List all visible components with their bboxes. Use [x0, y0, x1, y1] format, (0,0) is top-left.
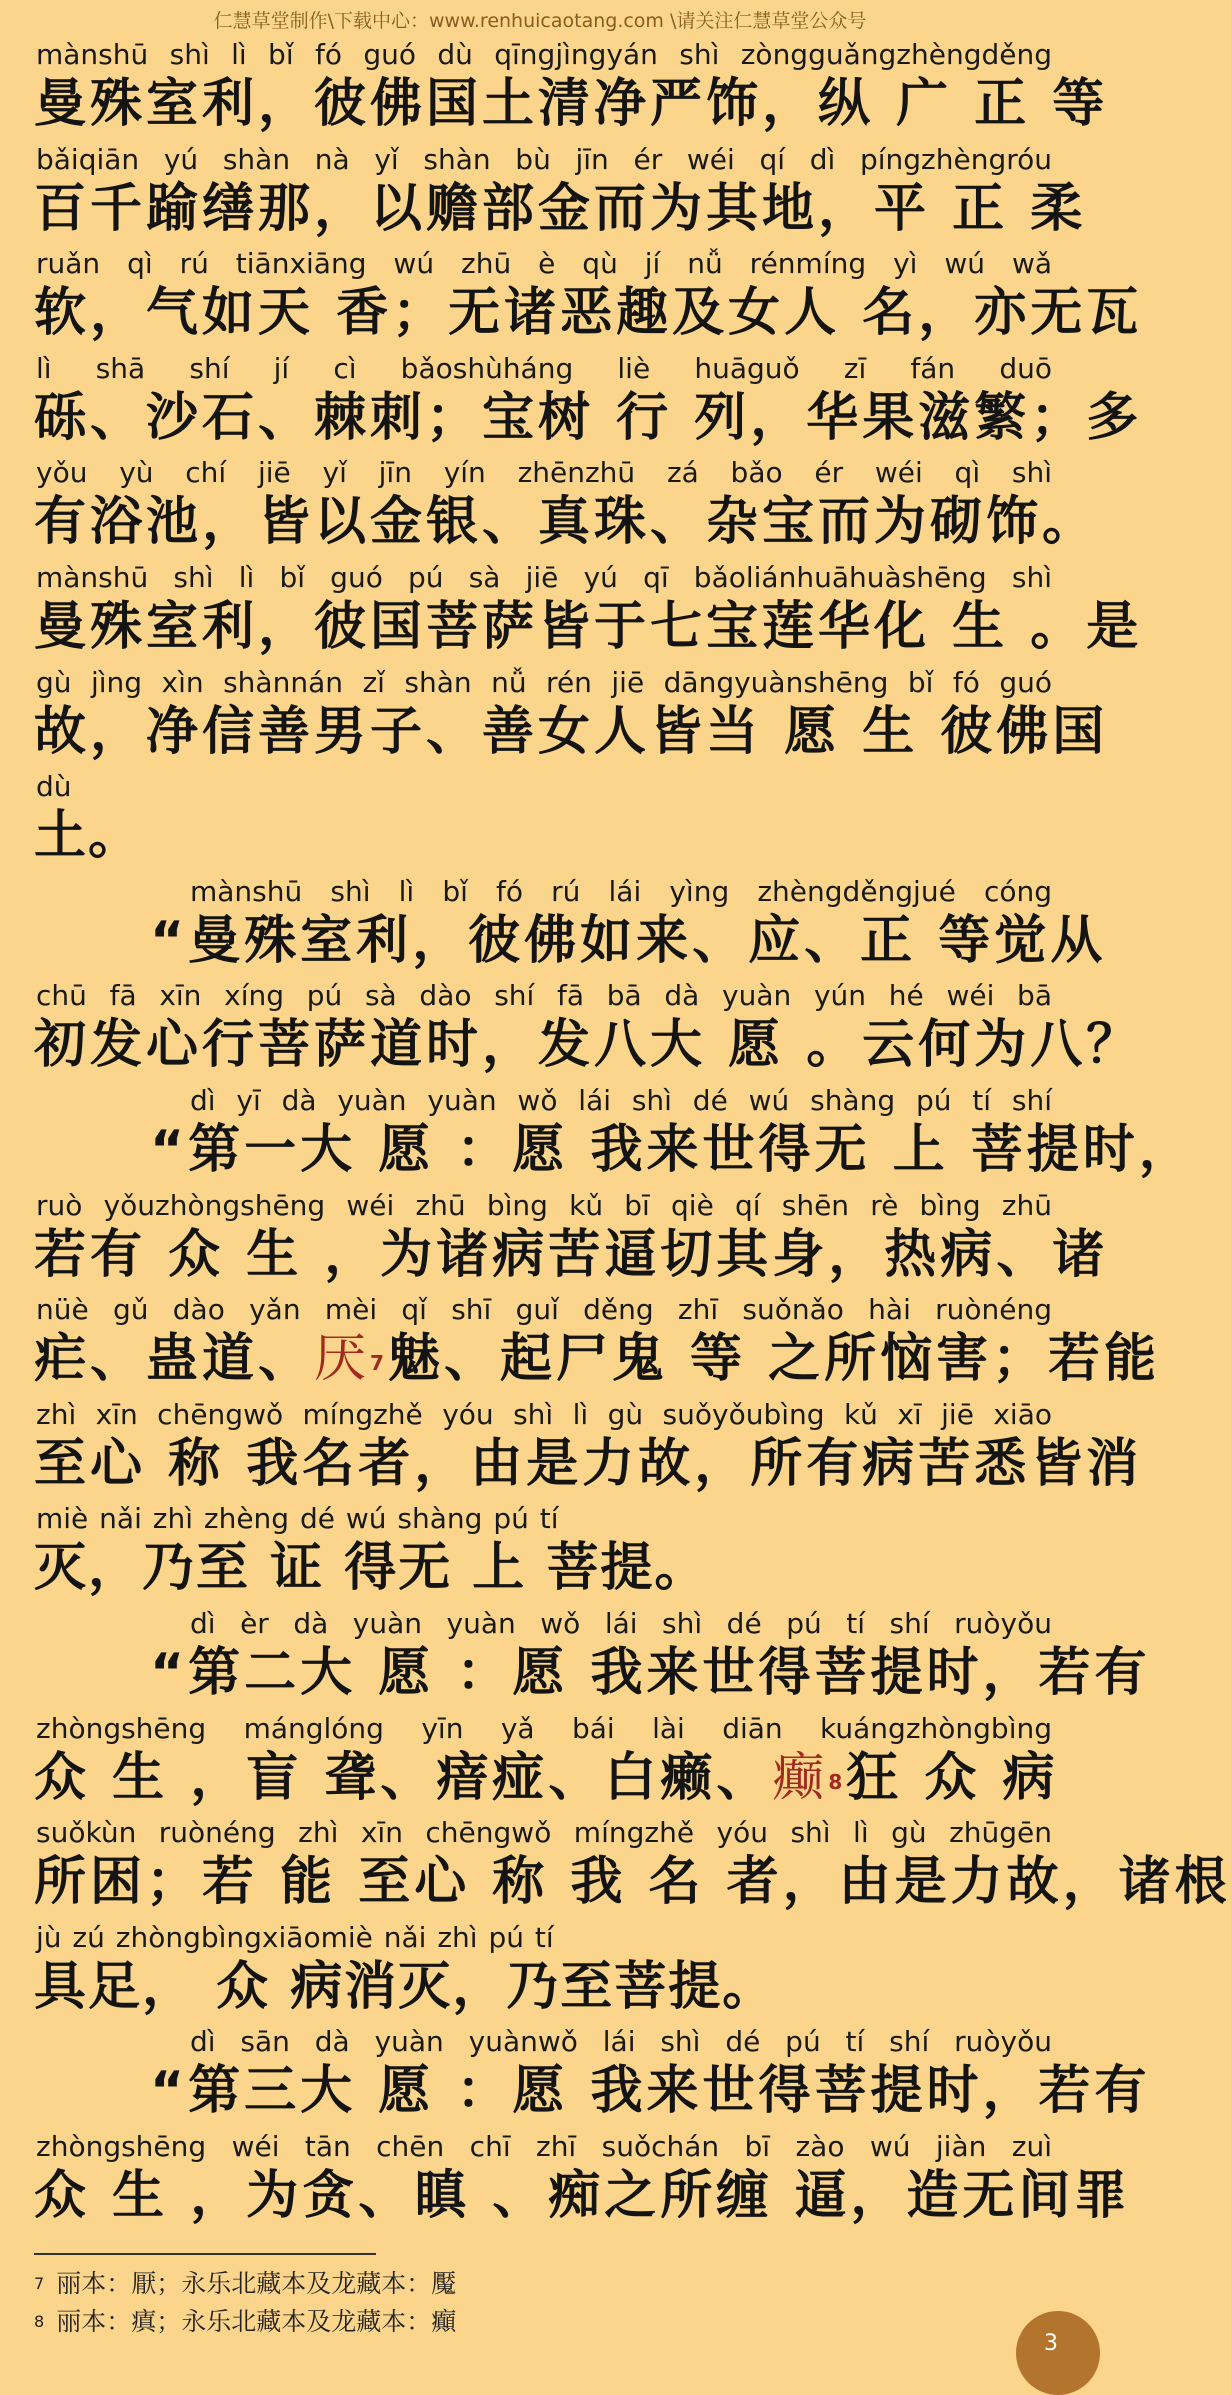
hanzi-line: 具足， 众 病消灭，乃至菩提。: [34, 1956, 777, 2017]
sutra-text: [0, 38, 1231, 2234]
text-line: [0, 351, 1143, 457]
hanzi-line: 故，净信善男子、善女人皆当 愿 生 彼佛国: [34, 701, 1109, 762]
pinyin-line: zhòngshēng mánglóng yīn yǎ bái lài diān kuángzhòngbìng: [36, 1711, 1052, 1745]
footnote-marker[interactable]: 7: [370, 1351, 388, 1376]
pinyin-line: ruǎn qì rú tiānxiāng wú zhū è qù jí nǚ rénmíng yì wú wǎ: [36, 247, 1052, 281]
text-line: [0, 1397, 1143, 1503]
text-line: [0, 1188, 1109, 1294]
text-line: [0, 142, 1087, 248]
page-number: 3: [1044, 2331, 1058, 2356]
pinyin-line: mànshū shì lì bǐ fó guó dù qīngjìngyán shì zòngguǎngzhèngděng: [36, 38, 1052, 71]
hanzi-line: 若有 众 生 ，为诸病苦逼切其身，热病、诸: [34, 1224, 1109, 1285]
text-line: [0, 1816, 1231, 1921]
hanzi-line: 软，气如天 香；无诸恶趣及女人 名，亦无瓦: [34, 283, 1143, 344]
text-line: [0, 1293, 1161, 1398]
pinyin-line: zhòngshēng wéi tān chēn chī zhī suǒchán bī zào wú jiàn zuì: [36, 2129, 1052, 2163]
text-line: [0, 770, 1080, 875]
text-line: [0, 1921, 1080, 2026]
text-line: [0, 247, 1143, 352]
hanzi-line: “第二大 愿 ：愿 我来世得菩提时，若有: [150, 1642, 1151, 1703]
hanzi-line: 曼殊室利，彼国菩萨皆于七宝莲华化 生 。是: [34, 596, 1143, 657]
footnoted-character: 癫: [772, 1747, 829, 1808]
page-header: 仁慧草堂制作\下载中心：www.renhuicaotang.com \请关注仁慧草堂公众号: [213, 10, 867, 32]
hanzi-line: 初发心行菩萨道时，发八大 愿 。云何为八？: [34, 1015, 1143, 1076]
hanzi-line: “第三大 愿 ：愿 我来世得菩提时，若有: [150, 2061, 1151, 2122]
footnote-text: 丽本：厭；永乐北藏本及龙藏本：魘: [56, 2269, 457, 2298]
hanzi-line: 灭，乃至 证 得无 上 菩提。: [34, 1538, 709, 1599]
text-line: [0, 456, 1099, 561]
pinyin-line: dì sān dà yuàn yuànwǒ lái shì dé pú tí shí ruòyǒu: [190, 2025, 1052, 2059]
text-line: [0, 1502, 1080, 1607]
footnote-number: 8: [34, 2312, 45, 2331]
text-line: [0, 1712, 1080, 1817]
hanzi-line: “第一大 愿 ：愿 我来世得无 上 菩提时，: [150, 1119, 1195, 1180]
pinyin-line: chū fā xīn xíng pú sà dào shí fā bā dà yuàn yún hé wéi bā: [36, 979, 1052, 1013]
pinyin-line: bǎiqiān yú shàn nà yǐ shàn bù jīn ér wéi qí dì píngzhèngróu: [36, 142, 1052, 176]
pinyin-line: suǒkùn ruònéng zhì xīn chēngwǒ míngzhě yóu shì lì gù zhūgēn: [36, 1816, 1052, 1850]
hanzi-line: 砾、沙石、棘刺；宝树 行 列，华果滋繁；多: [34, 387, 1143, 448]
pinyin-line: zhì xīn chēngwǒ míngzhě yóu shì lì gù suǒyǒubìng kǔ xī jiē xiāo: [36, 1397, 1052, 1431]
text-line: [0, 1606, 1151, 1712]
hanzi-line: 众 生 ，盲 聋、瘖痖、白癞、癫$^8$狂 众 病: [34, 1747, 1059, 1808]
footnote-marker[interactable]: 8: [828, 1769, 847, 1794]
footnote: [34, 2265, 456, 2303]
pinyin-line: nüè gǔ dào yǎn mèi qǐ shī guǐ děng zhī suǒnǎo hài ruònéng: [36, 1293, 1052, 1327]
pinyin-line: dì èr dà yuàn yuàn wǒ lái shì dé pú tí shí ruòyǒu: [190, 1606, 1052, 1640]
pinyin-line: ruò yǒuzhòngshēng wéi zhū bìng kǔ bī qiè qí shēn rè bìng zhū: [36, 1188, 1052, 1222]
pinyin-line: mànshū shì lì bǐ fó rú lái yìng zhèngděngjué cóng: [190, 874, 1052, 908]
page-number-badge: [1016, 2311, 1100, 2395]
text-line: [0, 979, 1143, 1084]
pinyin-line: mànshū shì lì bǐ guó pú sà jiē yú qī bǎoliánhuāhuàshēng shì: [36, 560, 1052, 594]
text-line: [0, 874, 1107, 980]
pinyin-line: lì shā shí jí cì bǎoshùháng liè huāguǒ zī fán duō: [36, 351, 1052, 385]
text-line: [0, 665, 1109, 771]
footnoted-character: 厌: [314, 1329, 371, 1390]
hanzi-line: 曼殊室利，彼佛国土清净严饰，纵 广 正 等: [34, 74, 1109, 134]
text-line: [0, 1083, 1195, 1189]
text-line: [0, 2025, 1151, 2130]
pinyin-line: gù jìng xìn shànnán zǐ shàn nǚ rén jiē dāngyuànshēng bǐ fó guó: [36, 665, 1052, 699]
footnotes: [34, 2265, 456, 2341]
footnote: [34, 2303, 456, 2341]
pinyin-line: miè nǎi zhì zhèng dé wú shàng pú tí: [36, 1502, 559, 1536]
hanzi-line: 有浴池，皆以金银、真珠、杂宝而为砌饰。: [34, 492, 1099, 553]
hanzi-line: 疟、蛊道、厌$^7$魅、起尸鬼 等 之所恼害；若能: [34, 1329, 1161, 1390]
footnote-text: 丽本：瘨；永乐北藏本及龙藏本：癲: [56, 2307, 457, 2336]
pinyin-line: dì yī dà yuàn yuàn wǒ lái shì dé wú shàng pú tí shí: [190, 1083, 1052, 1117]
pinyin-line: dù: [36, 770, 72, 804]
footnote-divider: [34, 2253, 376, 2255]
pinyin-line: jù zú zhòngbìngxiāomiè nǎi zhì pú tí: [36, 1920, 554, 1954]
text-line: [0, 560, 1143, 666]
hanzi-line: 土。: [34, 806, 143, 867]
pinyin-line: yǒu yù chí jiē yǐ jīn yín zhēnzhū zá bǎo ér wéi qì shì: [36, 456, 1052, 490]
hanzi-line: 众 生 ，为贪、瞋 、痴之所缠 逼，造无间罪: [34, 2165, 1131, 2226]
footnote-number: 7: [34, 2274, 45, 2293]
hanzi-line: 所困；若 能 至心 称 我 名 者，由是力故，诸根: [34, 1852, 1231, 1913]
text-line: [0, 2129, 1131, 2235]
text-line: [0, 38, 1109, 143]
hanzi-line: 至心 称 我名者，由是力故，所有病苦悉皆消: [34, 1433, 1143, 1494]
hanzi-line: “曼殊室利，彼佛如来、应、正 等觉从: [150, 910, 1107, 971]
hanzi-line: 百千踰缮那，以赡部金而为其地，平 正 柔: [34, 178, 1087, 239]
